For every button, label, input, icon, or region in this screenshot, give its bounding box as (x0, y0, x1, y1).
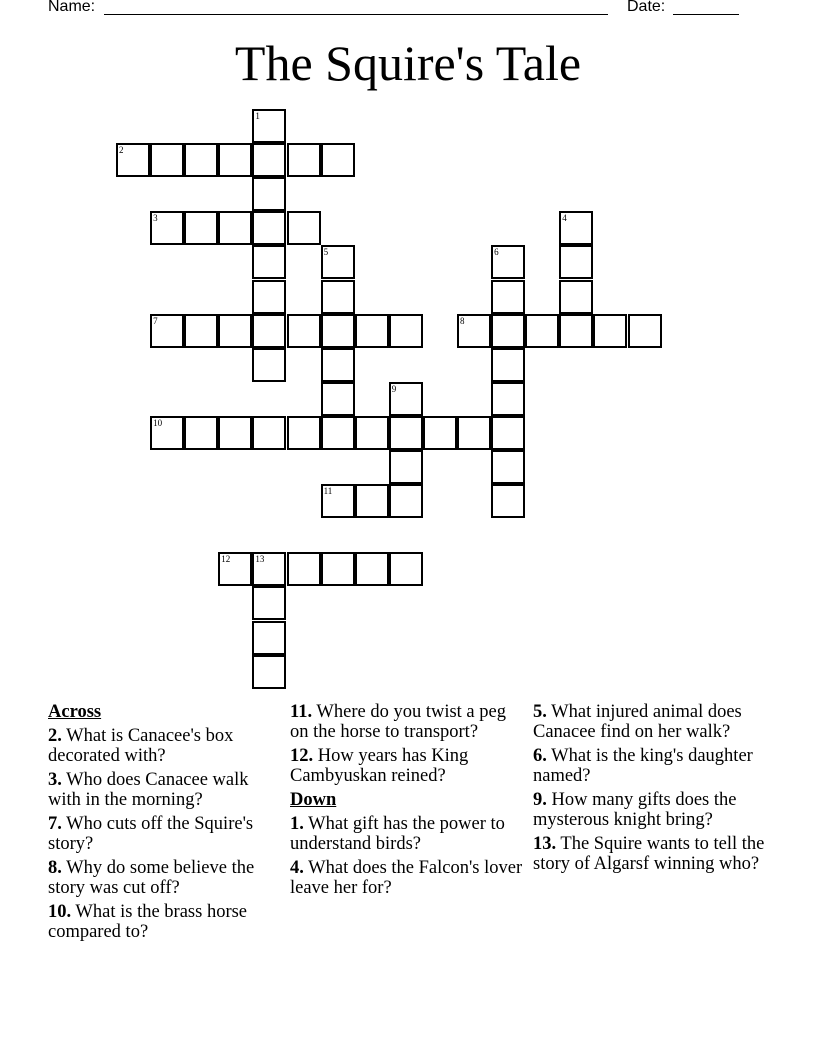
crossword-cell[interactable] (491, 450, 525, 484)
cell-number: 3 (153, 213, 158, 224)
crossword-cell[interactable] (116, 143, 150, 177)
crossword-cell[interactable] (252, 586, 286, 620)
crossword-cell[interactable] (559, 245, 593, 279)
clue-across-2 (48, 726, 284, 766)
clue-across-10 (48, 902, 284, 942)
crossword-cell[interactable] (389, 382, 423, 416)
crossword-cell[interactable] (559, 280, 593, 314)
crossword-cell[interactable] (491, 484, 525, 518)
crossword-cell[interactable] (252, 211, 286, 245)
clue-text: What gift has the power to understand birds? (290, 814, 505, 854)
crossword-cell[interactable] (287, 143, 321, 177)
crossword-cell[interactable] (491, 314, 525, 348)
down-heading: Down (290, 790, 337, 810)
crossword-cell[interactable] (252, 416, 286, 450)
date-label: Date: (627, 0, 666, 15)
clue-across-7 (48, 814, 284, 854)
clue-text: Who does Canacee walk with in the morning? (48, 770, 249, 810)
crossword-cell[interactable] (389, 484, 423, 518)
crossword-cell[interactable] (423, 416, 457, 450)
crossword-cell[interactable] (252, 280, 286, 314)
clue-text: What injured animal does Canacee find on her walk? (533, 702, 742, 742)
crossword-cell[interactable] (252, 143, 286, 177)
clue-text: Who cuts off the Squire's story? (48, 814, 254, 854)
crossword-cell[interactable] (593, 314, 627, 348)
crossword-cell[interactable] (287, 314, 321, 348)
crossword-cell[interactable] (150, 416, 184, 450)
crossword-cell[interactable] (150, 143, 184, 177)
crossword-cell[interactable] (491, 348, 525, 382)
clue-text: What does the Falcon's lover leave her for? (290, 858, 523, 898)
crossword-cell[interactable] (184, 314, 218, 348)
cell-number: 4 (562, 213, 567, 224)
clue-text: What is Canacee's box decorated with? (48, 726, 234, 766)
crossword-cell[interactable] (252, 314, 286, 348)
crossword-cell[interactable] (252, 245, 286, 279)
crossword-cell[interactable] (287, 552, 321, 586)
clue-across-12 (290, 746, 526, 786)
cell-number: 11 (323, 486, 333, 497)
clue-down-5 (533, 702, 769, 742)
clue-down-9 (533, 790, 769, 830)
cell-number: 1 (255, 111, 260, 121)
clue-number: 12. (290, 746, 314, 766)
cell-number: 9 (391, 383, 397, 394)
crossword-cell[interactable] (287, 416, 321, 450)
crossword-cell[interactable] (525, 314, 559, 348)
clue-number: 8. (48, 858, 62, 878)
crossword-cell[interactable] (355, 484, 389, 518)
cell-number: 6 (494, 247, 499, 258)
crossword-cell[interactable] (321, 552, 355, 586)
clue-across-11 (290, 702, 526, 742)
clue-number: 2. (48, 726, 62, 746)
crossword-cell[interactable] (491, 280, 525, 314)
cell-number: 12 (221, 554, 231, 565)
cell-number: 8 (460, 315, 465, 326)
name-label: Name: (48, 0, 96, 15)
crossword-cell[interactable] (184, 143, 218, 177)
crossword-cell[interactable] (321, 245, 355, 279)
crossword-cell[interactable] (252, 552, 286, 586)
clues-column-3 (533, 702, 769, 878)
clue-down-1 (290, 814, 526, 854)
crossword-cell[interactable] (559, 314, 593, 348)
clue-text: Why do some believe the story was cut off? (48, 858, 255, 898)
crossword-cell[interactable] (321, 143, 355, 177)
crossword-cell[interactable] (252, 177, 286, 211)
crossword-cell[interactable] (150, 211, 184, 245)
clue-text: What is the king's daughter named? (533, 746, 753, 786)
clue-down-13 (533, 834, 769, 874)
crossword-cell[interactable] (218, 416, 252, 450)
crossword-cell[interactable] (321, 314, 355, 348)
crossword-cell[interactable] (218, 143, 252, 177)
crossword-cell[interactable] (355, 416, 389, 450)
clue-number: 7. (48, 814, 62, 834)
clues-column-1 (48, 702, 284, 946)
crossword-cell[interactable] (218, 314, 252, 348)
crossword-cell[interactable] (321, 382, 355, 416)
crossword-cell[interactable] (491, 416, 525, 450)
clue-text: How years has King Cambyuskan reined? (290, 746, 469, 786)
crossword-cell[interactable] (150, 314, 184, 348)
crossword-cell[interactable] (252, 348, 286, 382)
across-heading: Across (48, 702, 102, 722)
crossword-cell[interactable] (321, 348, 355, 382)
cell-number: 2 (119, 145, 124, 156)
crossword-cell[interactable] (559, 211, 593, 245)
crossword-cell[interactable] (491, 382, 525, 416)
clue-down-6 (533, 746, 769, 786)
clue-text: Where do you twist a peg on the horse to transport? (290, 702, 506, 742)
clue-number: 13. (533, 834, 557, 854)
clue-number: 10. (48, 902, 72, 922)
crossword-cell[interactable] (457, 314, 491, 348)
crossword-cell[interactable] (491, 245, 525, 279)
page-title: The Squire's Tale (234, 35, 582, 91)
cell-number: 5 (323, 247, 329, 258)
clue-text: The Squire wants to tell the story of Algarsf winning who? (533, 834, 765, 874)
clue-number: 11. (290, 702, 313, 722)
crossword-cell[interactable] (218, 211, 252, 245)
crossword-cell[interactable] (218, 552, 252, 586)
crossword-cell[interactable] (252, 621, 286, 655)
crossword-cell[interactable] (321, 280, 355, 314)
clue-down-4 (290, 858, 526, 898)
crossword-cell[interactable] (389, 552, 423, 586)
clue-text: How many gifts does the mysterous knight bring? (533, 790, 737, 830)
crossword-cell[interactable] (355, 552, 389, 586)
crossword-cell[interactable] (321, 416, 355, 450)
crossword-cell[interactable] (252, 655, 286, 689)
crossword-cell[interactable] (287, 211, 321, 245)
crossword-cell[interactable] (321, 484, 355, 518)
clue-number: 5. (533, 702, 547, 722)
clue-number: 9. (533, 790, 547, 810)
clue-number: 3. (48, 770, 62, 790)
crossword-cell[interactable] (252, 109, 286, 143)
crossword-cell[interactable] (184, 416, 218, 450)
clue-number: 4. (290, 858, 304, 878)
cell-number: 10 (153, 417, 163, 428)
cell-number: 13 (255, 554, 265, 565)
clue-across-8 (48, 858, 284, 898)
crossword-cell[interactable] (389, 450, 423, 484)
clue-across-3 (48, 770, 284, 810)
crossword-cell[interactable] (628, 314, 662, 348)
clues-column-2 (290, 702, 526, 902)
crossword-cell[interactable] (389, 314, 423, 348)
crossword-cell[interactable] (184, 211, 218, 245)
crossword-cell[interactable] (355, 314, 389, 348)
clue-number: 1. (290, 814, 304, 834)
clue-number: 6. (533, 746, 547, 766)
crossword-cell[interactable] (389, 416, 423, 450)
clue-text: What is the brass horse compared to? (48, 902, 248, 942)
crossword-cell[interactable] (457, 416, 491, 450)
cell-number: 7 (153, 315, 158, 326)
